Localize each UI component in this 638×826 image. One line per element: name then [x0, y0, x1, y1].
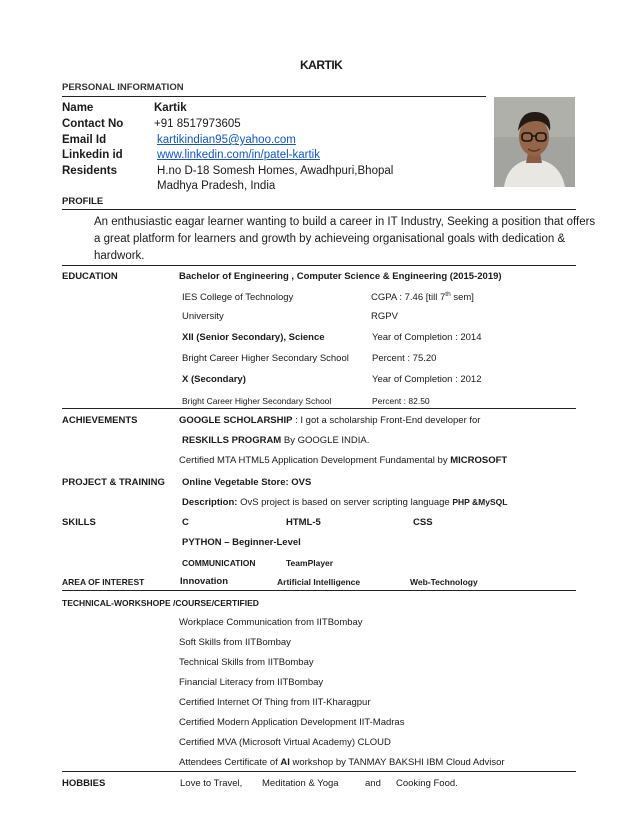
- label-residents: Residents: [62, 165, 117, 177]
- cgpa-text: CGPA : 7.46 [till 7: [371, 292, 446, 304]
- section-title-education: EDUCATION: [62, 271, 118, 282]
- skill-python: PYTHON – Beginner-Level: [182, 537, 301, 548]
- project-name: Online Vegetable Store: OVS: [182, 477, 312, 488]
- cgpa-sup: th: [445, 291, 451, 298]
- skill-css: CSS: [413, 517, 433, 528]
- technical-last-a: Attendees Certificate of: [179, 757, 281, 768]
- hobby-cooking: Cooking Food.: [396, 778, 458, 789]
- achievement-2-bold: RESKILLS PROGRAM: [182, 435, 282, 446]
- project-desc-text: OvS project is based on server scripting language: [240, 497, 453, 508]
- section-title-project: PROJECT & TRAINING: [62, 477, 165, 488]
- achievement-3-bold: MICROSOFT: [450, 455, 508, 466]
- skill-teamplayer: TeamPlayer: [286, 558, 334, 568]
- technical-item: Technical Skills from IITBombay: [179, 657, 314, 668]
- divider: [62, 209, 576, 210]
- label-name: Name: [62, 102, 94, 114]
- education-xii: XII (Senior Secondary), Science: [182, 332, 325, 343]
- achievement-line-2: [182, 435, 369, 446]
- technical-item: Financial Literacy from IITBombay: [179, 677, 324, 688]
- section-title-skills: SKILLS: [62, 517, 96, 528]
- divider: [62, 771, 576, 772]
- divider: [62, 408, 576, 409]
- value-residents-2: Madhya Pradesh, India: [157, 180, 276, 192]
- project-desc-label: Description:: [182, 497, 241, 508]
- project-description: [182, 497, 507, 508]
- section-title-profile: PROFILE: [62, 196, 104, 207]
- email-link[interactable]: kartikindian95@yahoo.com: [157, 134, 296, 146]
- linkedin-link[interactable]: www.linkedin.com/in/patel-kartik: [157, 149, 320, 161]
- achievement-3-text: Certified MTA HTML5 Application Development Fundamental by: [179, 455, 451, 466]
- section-title-interest: AREA OF INTEREST: [62, 577, 145, 587]
- hobby-and: and: [365, 778, 381, 789]
- profile-text-line-1: An enthusiastic eagar learner wanting to build a career in IT Industry, Seeking a position that offers: [94, 216, 596, 228]
- education-university-label: University: [182, 311, 224, 322]
- value-residents: H.no D-18 Somesh Homes, Awadhpuri,Bhopal: [157, 165, 394, 177]
- label-contact: Contact No: [62, 118, 124, 130]
- achievement-line-1: [179, 415, 480, 426]
- hobby-meditation: Meditation & Yoga: [262, 778, 339, 789]
- value-name: Kartik: [154, 102, 187, 114]
- technical-item: Certified Modern Application Development IIT-Madras: [179, 717, 405, 728]
- divider: [62, 96, 486, 97]
- technical-item-last: [179, 757, 505, 768]
- education-x-school: Bright Career Higher Secondary School: [182, 396, 332, 406]
- skill-c: C: [182, 517, 189, 528]
- technical-last-b: workshop by TANMAY BAKSHI IBM Cloud Advisor: [289, 757, 505, 768]
- interest-web: Web-Technology: [410, 577, 478, 587]
- project-desc-tech: PHP &MySQL: [452, 497, 508, 507]
- profile-text-line-2: a great platform for learners and growth by achieveing organisational goals with dedication &: [94, 233, 566, 245]
- achievement-1-bold: GOOGLE SCHOLARSHIP: [179, 415, 293, 426]
- education-x-percent: Percent : 82.50: [372, 396, 430, 406]
- profile-photo: [494, 97, 575, 187]
- section-title-personal: PERSONAL INFORMATION: [62, 82, 184, 93]
- education-xii-school: Bright Career Higher Secondary School: [182, 353, 349, 364]
- education-university-value: RGPV: [371, 311, 398, 322]
- technical-item: Soft Skills from IITBombay: [179, 637, 291, 648]
- technical-last-bold: AI: [280, 757, 290, 768]
- achievement-2-text: By GOOGLE INDIA.: [281, 435, 370, 446]
- interest-ai: Artificial Intelligence: [277, 577, 361, 587]
- education-cgpa: [371, 291, 474, 303]
- education-xii-percent: Percent : 75.20: [372, 353, 437, 364]
- divider: [62, 590, 576, 591]
- technical-item: Certified Internet Of Thing from IIT-Kharagpur: [179, 697, 371, 708]
- value-contact: +91 8517973605: [154, 118, 241, 130]
- education-college: IES College of Technology: [182, 292, 294, 303]
- interest-innovation: Innovation: [180, 576, 229, 587]
- achievement-1-text: : I got a scholarship Front-End developer for: [292, 415, 481, 426]
- label-linkedin: Linkedin id: [62, 149, 123, 161]
- profile-text-line-3: hardwork.: [94, 250, 145, 262]
- technical-item: Workplace Communication from IITBombay: [179, 617, 363, 628]
- education-x: X (Secondary): [182, 374, 246, 385]
- section-title-hobbies: HOBBIES: [62, 778, 106, 789]
- hobby-travel: Love to Travel,: [180, 778, 243, 789]
- section-title-achievements: ACHIEVEMENTS: [62, 415, 138, 426]
- resume-name: KARTIK: [300, 58, 343, 72]
- profile-photo-illustration: [494, 97, 575, 187]
- education-xii-year: Year of Completion : 2014: [372, 332, 482, 343]
- education-x-year: Year of Completion : 2012: [372, 374, 482, 385]
- label-email: Email Id: [62, 134, 107, 146]
- technical-item: Certified MVA (Microsoft Virtual Academy) CLOUD: [179, 737, 391, 748]
- section-title-technical: TECHNICAL-WORKSHOPE /COURSE/CERTIFIED: [62, 598, 259, 608]
- skill-communication: COMMUNICATION: [182, 558, 256, 568]
- divider: [62, 265, 576, 266]
- achievement-line-3: [179, 455, 507, 466]
- cgpa-suffix: sem]: [450, 292, 474, 304]
- education-degree: Bachelor of Engineering , Computer Science & Engineering (2015-2019): [179, 271, 502, 282]
- skill-html5: HTML-5: [286, 517, 321, 528]
